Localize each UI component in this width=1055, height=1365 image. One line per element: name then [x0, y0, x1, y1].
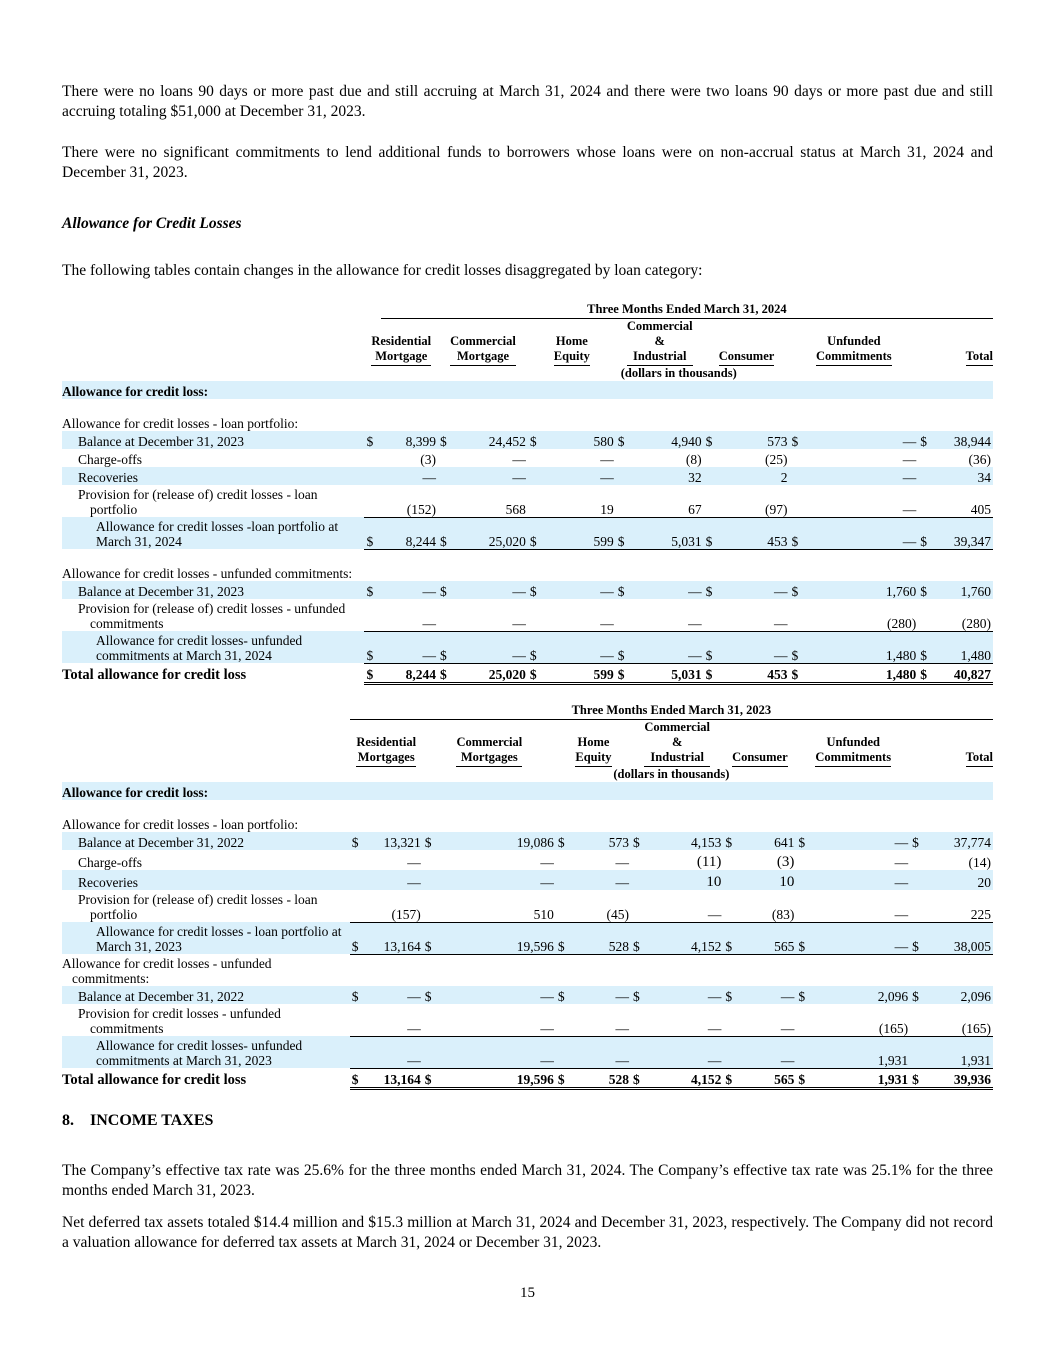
heading-income-taxes: 8. INCOME TAXES [62, 1112, 214, 1129]
column-header-home-equity: Home Equity [554, 334, 590, 366]
table-row: Balance at December 31, 2022 $ 13,321 $ 19,086 $ 573 $ 4,153 $ 641 $ — $ 37,774 [62, 832, 993, 850]
table-row: Recoveries — — — 10 10 — 20 [62, 870, 993, 890]
paragraph-deferred-tax: Net deferred tax assets totaled $14.4 million and $15.3 million at March 31, 2024 and December 31, 2023, respectively. The Company did not record a valuation allowance for deferred tax assets at March 31, 2024 or December 31, 2023. [62, 1214, 993, 1251]
table-row: Provision for (release of) credit losses - loan portfolio (152) 568 19 67 (97) — 405 [78, 487, 991, 517]
paragraph-effective-tax-rate: The Company’s effective tax rate was 25.6% for the three months ended March 31, 2024. The Company’s effective tax rate was 25.1% for the three months ended March 31, 2023. [62, 1162, 993, 1199]
column-header-commercial-industrial: Commercial & Industrial [644, 720, 710, 767]
table-row: Allowance for credit losses - loan portfolio at March 31, 2023 $ 13,164 $ 19,596 $ 528 $ 4,152 $ 565 $ — $ 38,005 [62, 922, 993, 954]
table-row: Balance at December 31, 2022 $ — $ — $ — $ — $ — $ 2,096 $ 2,096 [62, 986, 993, 1004]
table-row: Charge-offs — — — (11) (3) — (14) [78, 854, 991, 870]
table-row: Provision for (release of) credit losses - unfunded commitments — — — — — (280) (280) [78, 601, 991, 631]
table-row: Allowance for credit losses -loan portfolio at March 31, 2024 $ 8,244 $ 25,020 $ 599 $ 5,031 $ 453 $ — $ 39,347 [62, 517, 993, 549]
column-header-residential: Residential Mortgage [371, 334, 431, 366]
column-header-total: Total [966, 349, 993, 366]
table-units: (dollars in thousands) [620, 366, 737, 380]
table-row: Provision for credit losses - unfunded commitments — — — — — (165) (165) [78, 1006, 991, 1036]
table-allowance-2023 [62, 703, 993, 1090]
page-number: 15 [520, 1285, 535, 1301]
table-row: Recoveries — — — 32 2 — 34 [62, 467, 993, 485]
heading-allowance-credit-losses: Allowance for Credit Losses [62, 215, 242, 232]
table-row: Balance at December 31, 2023 $ — $ — $ — $ — $ — $ 1,760 $ 1,760 [62, 581, 993, 599]
column-header-unfunded: Unfunded Commitments [815, 735, 891, 767]
table-period-header: Three Months Ended March 31, 2023 [350, 703, 993, 720]
table-period-header: Three Months Ended March 31, 2024 [381, 302, 993, 319]
column-header-commercial-mortgage: Commercial Mortgage [450, 334, 516, 366]
paragraph-tables-intro: The following tables contain changes in the allowance for credit losses disaggregated by loan category: [62, 262, 703, 279]
table-row-total: Total allowance for credit loss $ 8,244 $ 25,020 $ 599 $ 5,031 $ 453 $ 1,480 $ 40,827 [62, 663, 993, 683]
column-header-commercial-industrial: Commercial & Industrial [627, 319, 693, 366]
column-header-total: Total [966, 750, 993, 767]
column-header-consumer: Consumer [732, 750, 788, 767]
column-header-consumer: Consumer [719, 349, 775, 366]
paragraph-past-due: There were no loans 90 days or more past due and still accruing at March 31, 2024 and there were two loans 90 days or more past due and still accruing totaling $51,000 at December 31, 2023. [62, 83, 993, 120]
subsection-label: Allowance for credit losses - loan portfolio: [62, 416, 299, 431]
section-label: Allowance for credit loss: [62, 782, 350, 800]
table-row: Provision for (release of) credit losses - loan portfolio (157) 510 (45) — (83) — 225 [78, 892, 991, 922]
table-allowance-2024 [62, 302, 993, 685]
subsection-label: Allowance for credit losses - unfunded commitments: [62, 566, 353, 581]
table-row: Allowance for credit losses- unfunded commitments at March 31, 2024 $ — $ — $ — $ — $ — $ 1,480 $ 1,480 [62, 631, 993, 663]
subsection-label: Allowance for credit losses - unfunded commitments: [62, 956, 272, 986]
table-row: Balance at December 31, 2023 $ 8,399 $ 24,452 $ 580 $ 4,940 $ 573 $ — $ 38,944 [62, 431, 993, 449]
column-header-residential: Residential Mortgages [356, 735, 416, 767]
column-header-commercial-mortgage: Commercial Mortgages [456, 735, 522, 767]
table-row: Allowance for credit losses- unfunded commitments at March 31, 2023 — — — — — 1,931 1,931 [62, 1036, 993, 1068]
subsection-label: Allowance for credit losses - loan portfolio: [62, 817, 299, 832]
table-row-total: Total allowance for credit loss $ 13,164 $ 19,596 $ 528 $ 4,152 $ 565 $ 1,931 $ 39,936 [62, 1068, 993, 1088]
paragraph-commitments: There were no significant commitments to lend additional funds to borrowers whose loans were on non-accrual status at March 31, 2024 and December 31, 2023. [62, 144, 993, 181]
column-header-unfunded: Unfunded Commitments [816, 334, 892, 366]
column-header-home-equity: Home Equity [575, 735, 611, 767]
section-label: Allowance for credit loss: [62, 381, 364, 399]
table-row: Charge-offs (3) — — (8) (25) — (36) [78, 452, 991, 467]
table-units: (dollars in thousands) [613, 767, 730, 781]
